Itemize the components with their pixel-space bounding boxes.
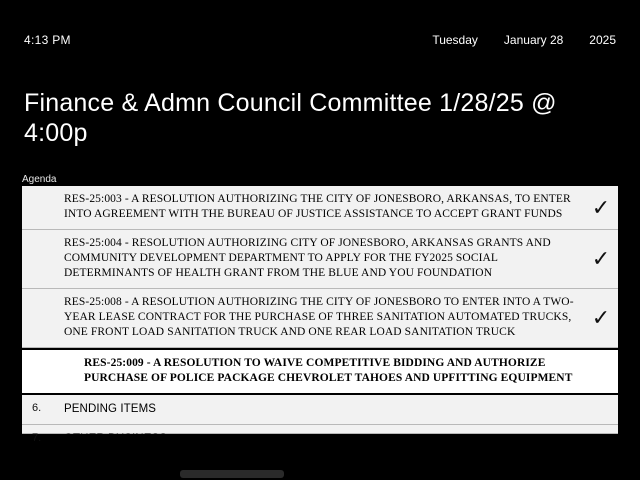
item-number [22, 230, 64, 288]
weekday-label: Tuesday [432, 33, 478, 47]
item-text: RES-25:009 - A RESOLUTION TO WAIVE COMPETITIVE BIDDING AND AUTHORIZE PURCHASE OF POLICE PACKAGE CHEVROLET TAHOES AND UPFITTING EQUIPMENT [84, 357, 573, 384]
check-icon [584, 425, 618, 433]
item-number: 6. [32, 402, 42, 414]
page-title: Finance & Admn Council Committee 1/28/25 @ 4:00p [24, 89, 557, 147]
list-item[interactable] [22, 395, 618, 425]
list-item[interactable] [22, 425, 618, 445]
list-item-active[interactable] [22, 348, 618, 395]
check-icon: ✓ [591, 194, 611, 220]
clock-time: 4:13 PM [24, 33, 71, 47]
home-indicator [180, 470, 284, 478]
check-icon [584, 395, 618, 424]
agenda-section-label: Agenda [22, 174, 57, 185]
item-text: RES-25:004 - RESOLUTION AUTHORIZING CITY OF JONESBORO, ARKANSAS GRANTS AND COMMUNITY DEVELOPMENT DEPARTMENT TO APPLY FOR THE FY2025 SOCIAL DETERMINANTS OF HEALTH GRANT FROM THE BLUE AND YOU FOUNDATION [64, 237, 551, 279]
year-label: 2025 [589, 33, 616, 47]
item-text: RES-25:003 - A RESOLUTION AUTHORIZING THE CITY OF JONESBORO, ARKANSAS, TO ENTER INTO AGREEMENT WITH THE BUREAU OF JUSTICE ASSISTANCE TO ACCEPT GRANT FUNDS [64, 193, 571, 220]
check-icon: ✓ [591, 305, 611, 330]
check-icon: ✓ [591, 246, 611, 271]
list-item[interactable] [22, 186, 618, 230]
item-text: OTHER BUSINESS [64, 433, 168, 445]
list-item[interactable] [22, 289, 618, 348]
item-text: RES-25:008 - A RESOLUTION AUTHORIZING THE CITY OF JONESBORO TO ENTER INTO A TWO-YEAR LEASE CONTRACT FOR THE PURCHASE OF THREE SANITATION AUTOMATED TRUCKS, ONE FRONT LOAD SANITATION TRUCK AND ONE REAR LOAD SANITATION TRUCK [64, 296, 574, 338]
date-group [432, 33, 616, 47]
item-text: PENDING ITEMS [64, 403, 157, 415]
status-bar [0, 30, 640, 50]
item-number [22, 350, 64, 393]
list-item[interactable] [22, 230, 618, 289]
date-label: January 28 [503, 33, 564, 47]
item-number [22, 186, 64, 229]
item-number: 7. [32, 432, 42, 444]
agenda-list [22, 186, 618, 445]
check-icon [584, 350, 618, 393]
item-number [22, 289, 64, 347]
